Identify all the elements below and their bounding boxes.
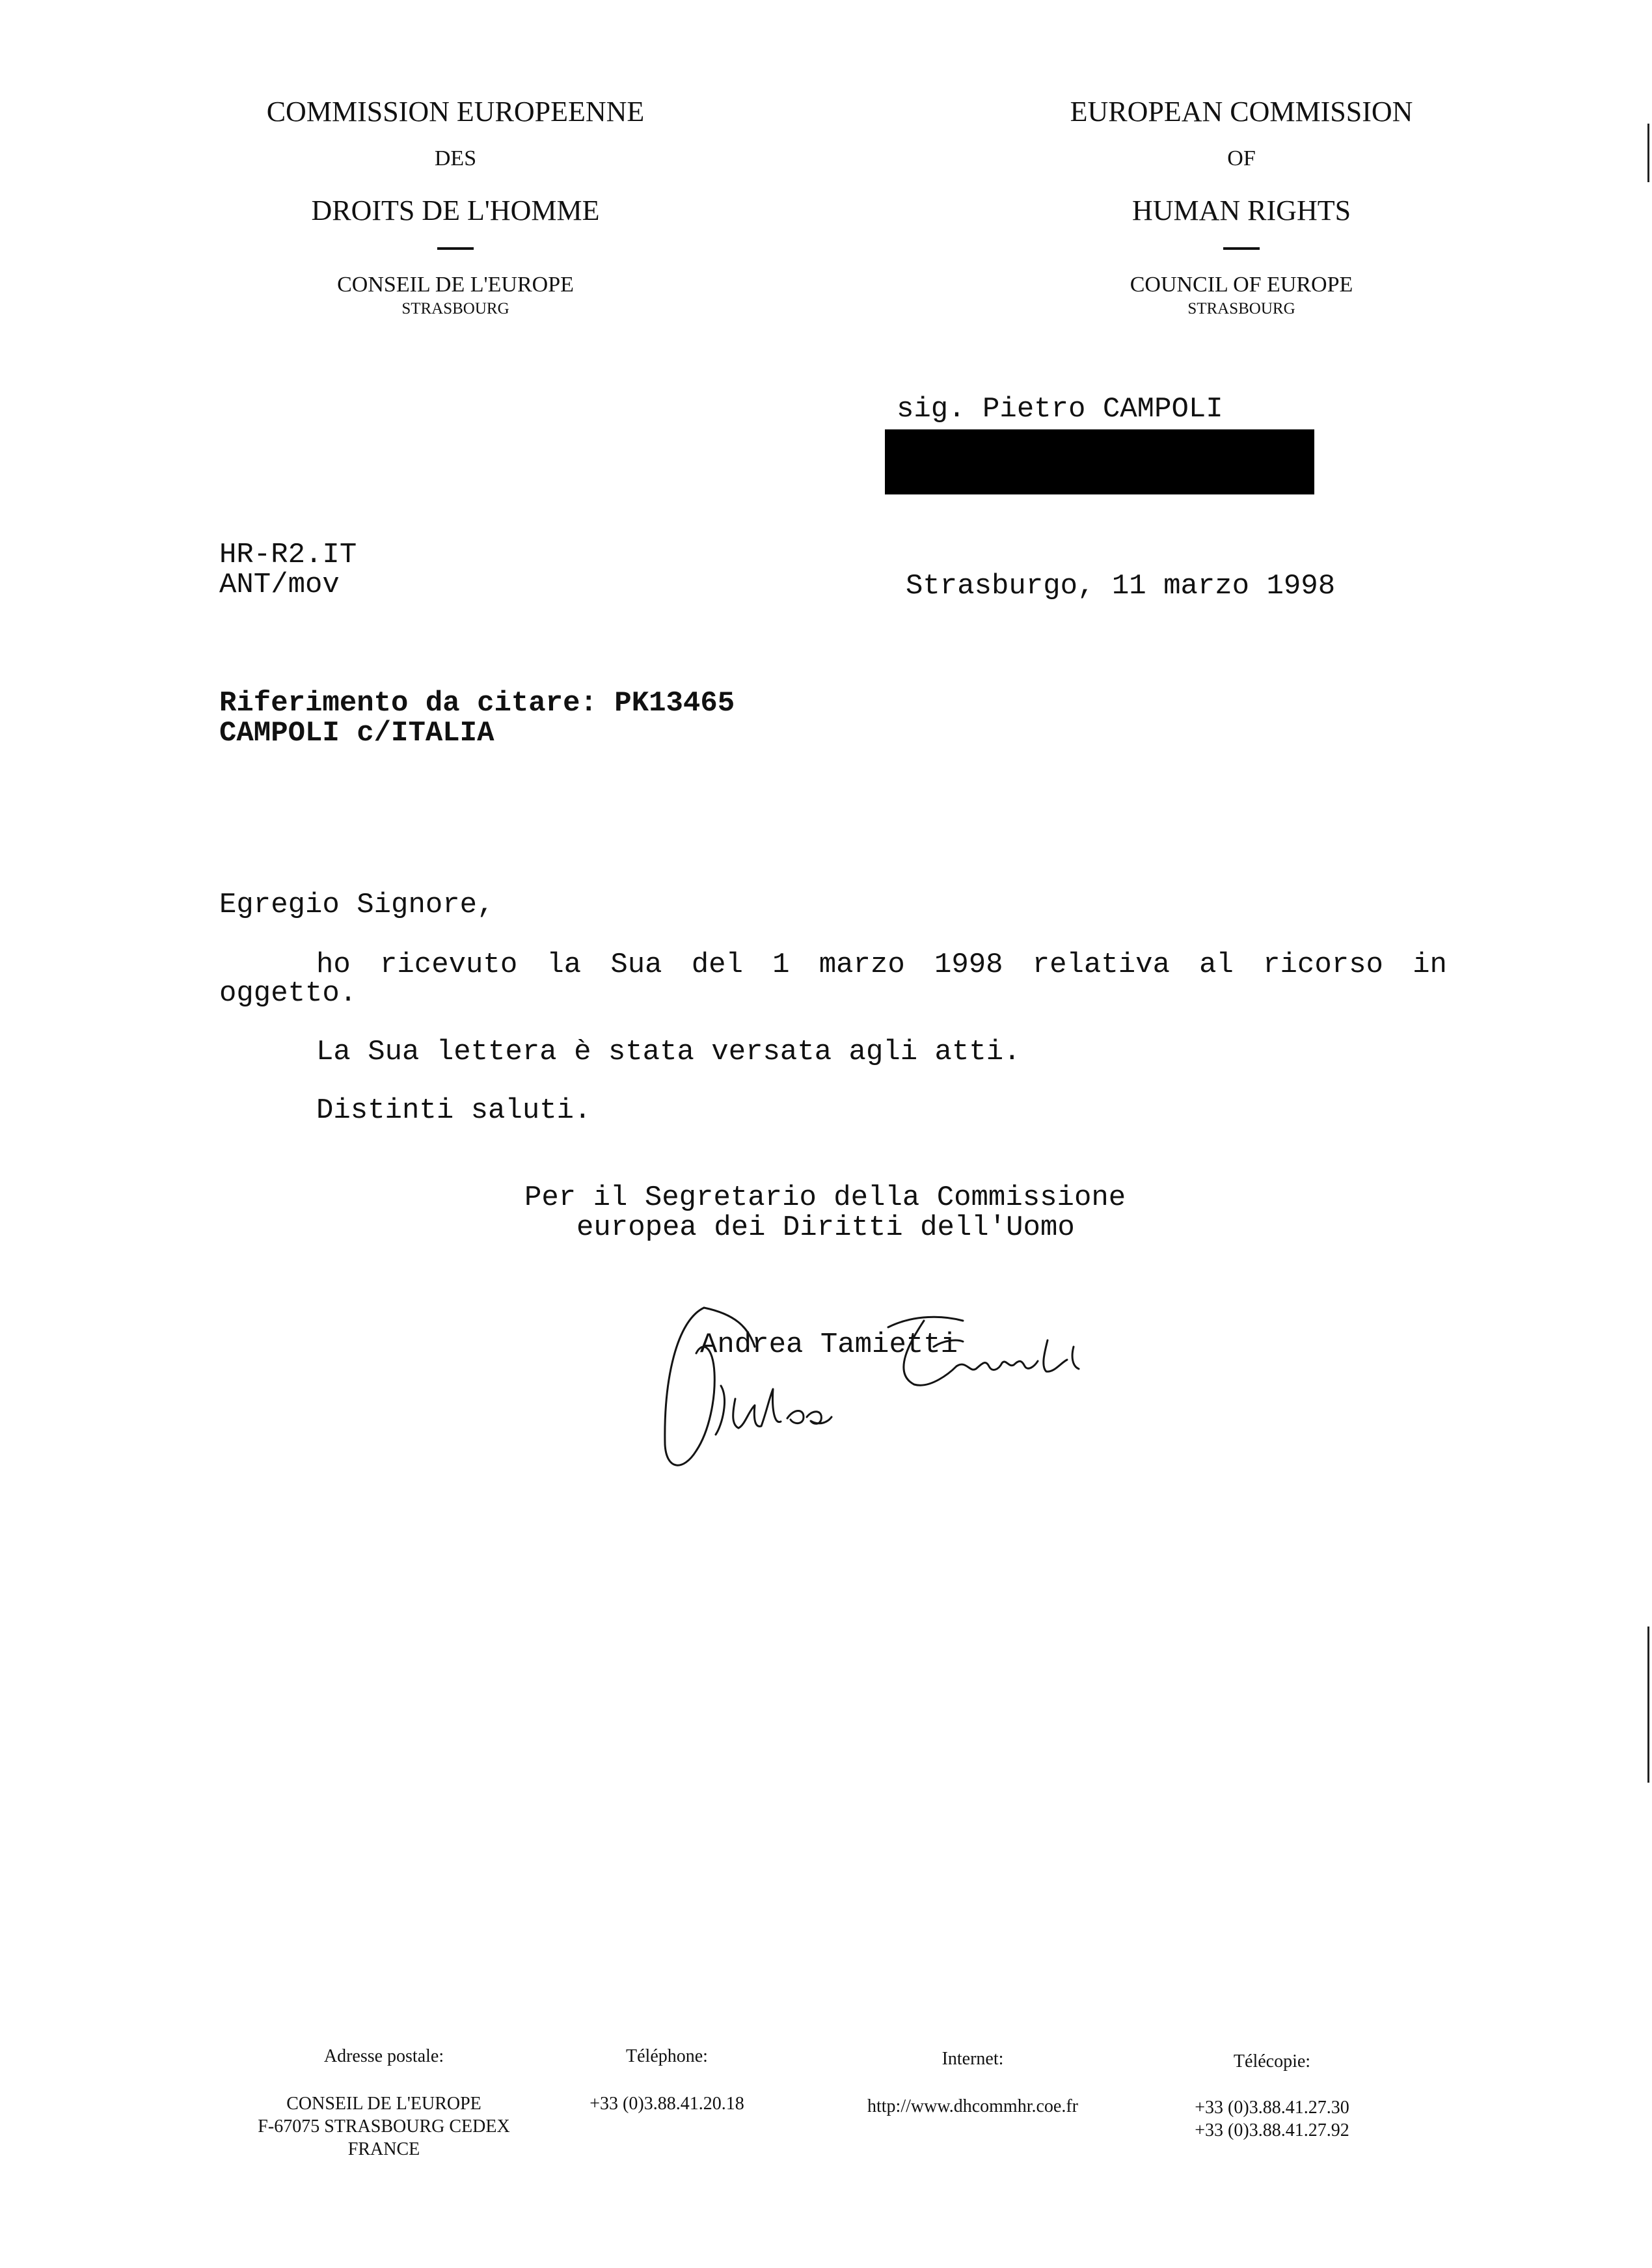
letterhead-right-divider xyxy=(1223,247,1260,250)
recipient-name: sig. Pietro CAMPOLI xyxy=(897,393,1223,425)
footer-postal-label: Adresse postale: xyxy=(323,2046,444,2066)
footer-postal-line1: CONSEIL DE L'EUROPE xyxy=(286,2094,481,2114)
para1-word: del xyxy=(691,949,743,981)
reference-code-1: HR-R2.IT xyxy=(219,539,357,571)
letterhead-right-line1: EUROPEAN COMMISSION xyxy=(1070,96,1413,128)
letterhead-left-line4: CONSEIL DE L'EUROPE xyxy=(337,273,574,297)
salutation: Egregio Signore, xyxy=(219,889,494,921)
footer-fax-value-1: +33 (0)3.88.41.27.30 xyxy=(1195,2098,1349,2118)
footer-fax-label: Télécopie: xyxy=(1233,2051,1311,2072)
place-date: Strasburgo, 11 marzo 1998 xyxy=(906,570,1336,602)
letterhead-left-divider xyxy=(437,247,474,250)
para1-word: al xyxy=(1199,949,1234,981)
paragraph-2: La Sua lettera è stata versata agli atti. xyxy=(316,1036,1021,1068)
footer-phone xyxy=(537,2045,797,2115)
letterhead-left-line3: DROITS DE L'HOMME xyxy=(311,195,600,226)
para1-word: relativa xyxy=(1032,949,1170,981)
footer-fax xyxy=(1142,2050,1402,2142)
footer-internet xyxy=(810,2047,1135,2118)
paragraph-1-line-2: oggetto. xyxy=(219,977,357,1010)
letterhead-right-line5: STRASBOURG xyxy=(1187,300,1295,317)
para1-word: 1 xyxy=(772,949,790,981)
footer-postal xyxy=(221,2045,547,2161)
para1-word: 1998 xyxy=(934,949,1003,981)
para1-word: marzo xyxy=(819,949,905,981)
scan-edge-mark-top xyxy=(1647,124,1649,182)
footer-postal-line3: FRANCE xyxy=(347,2139,420,2159)
para1-word: in xyxy=(1413,949,1447,981)
footer-postal-line2: F-67075 STRASBOURG CEDEX xyxy=(258,2116,510,2137)
footer-phone-value: +33 (0)3.88.41.20.18 xyxy=(589,2094,744,2114)
footer-phone-label: Téléphone: xyxy=(626,2046,708,2066)
para1-word: la xyxy=(547,949,582,981)
letterhead-right-line2: OF xyxy=(1227,146,1256,170)
footer-fax-value-2: +33 (0)3.88.41.27.92 xyxy=(1195,2120,1349,2140)
signature-title-2: europea dei Diritti dell'Uomo xyxy=(576,1211,1075,1244)
typed-signatory-name: Andrea Tamietti xyxy=(700,1329,958,1361)
para1-word: ho xyxy=(316,949,351,981)
subject-case: CAMPOLI c/ITALIA xyxy=(219,717,494,749)
paragraph-1-line-1 xyxy=(316,950,1447,980)
letterhead-right xyxy=(981,95,1502,319)
letterhead-left-line2: DES xyxy=(434,146,477,170)
footer-internet-link[interactable]: http://www.dhcommhr.coe.fr xyxy=(867,2096,1078,2116)
letterhead-right-line4: COUNCIL OF EUROPE xyxy=(1130,273,1353,297)
redacted-address xyxy=(885,429,1314,494)
letterhead-left-line1: COMMISSION EUROPEENNE xyxy=(266,96,645,128)
letterhead-left-line5: STRASBOURG xyxy=(401,300,509,317)
subject-reference: Riferimento da citare: PK13465 xyxy=(219,687,735,720)
para1-word: ricevuto xyxy=(379,949,518,981)
letterhead-left xyxy=(195,95,716,319)
signature-title-1: Per il Segretario della Commissione xyxy=(524,1181,1126,1214)
letterhead-right-line3: HUMAN RIGHTS xyxy=(1131,195,1351,226)
footer-internet-label: Internet: xyxy=(941,2049,1004,2069)
scan-edge-mark-bottom xyxy=(1647,1627,1649,1783)
reference-code-2: ANT/mov xyxy=(219,569,340,601)
closing: Distinti saluti. xyxy=(316,1094,591,1127)
para1-word: Sua xyxy=(610,949,662,981)
para1-word: ricorso xyxy=(1263,949,1383,981)
handwritten-signature xyxy=(657,1301,1113,1477)
